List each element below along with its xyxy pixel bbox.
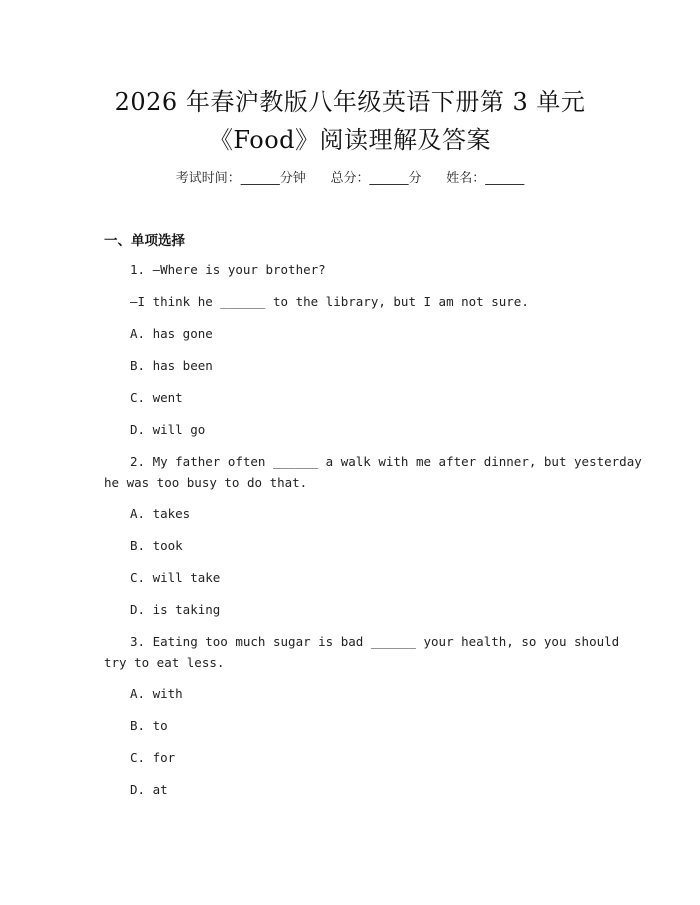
question-2-stem-continued: he was too busy to do that. bbox=[104, 475, 308, 490]
question-1-stem: 1. —Where is your brother? bbox=[130, 262, 326, 277]
question-3-stem: 3. Eating too much sugar is bad ______ your health, so you should bbox=[130, 634, 620, 649]
question-2-option-d: D. is taking bbox=[130, 602, 221, 617]
section-title: 一、单项选择 bbox=[104, 233, 185, 249]
question-3-stem-continued: try to eat less. bbox=[104, 655, 225, 670]
question-3-option-b: B. to bbox=[130, 718, 168, 733]
question-1-option-b: B. has been bbox=[130, 358, 213, 373]
question-3-option-d: D. at bbox=[130, 782, 168, 797]
question-2-stem: 2. My father often ______ a walk with me after dinner, but yesterday bbox=[130, 454, 642, 469]
question-1-option-a: A. has gone bbox=[130, 326, 213, 341]
document-title-line-1: 2026 年春沪教版八年级英语下册第 3 单元 bbox=[114, 88, 586, 116]
question-2-option-b: B. took bbox=[130, 538, 183, 553]
question-2-option-a: A. takes bbox=[130, 506, 191, 521]
question-3-option-c: C. for bbox=[130, 750, 176, 765]
question-1-option-d: D. will go bbox=[130, 422, 206, 437]
question-2-option-c: C. will take bbox=[130, 570, 221, 585]
question-1-dialogue-reply: —I think he ______ to the library, but I am not sure. bbox=[130, 294, 529, 309]
question-3-option-a: A. with bbox=[130, 686, 183, 701]
question-1-option-c: C. went bbox=[130, 390, 183, 405]
exam-meta-line: 考试时间：______分钟 总分：______分 姓名：______ bbox=[175, 171, 525, 186]
document-title-line-2: 《Food》阅读理解及答案 bbox=[208, 126, 492, 154]
